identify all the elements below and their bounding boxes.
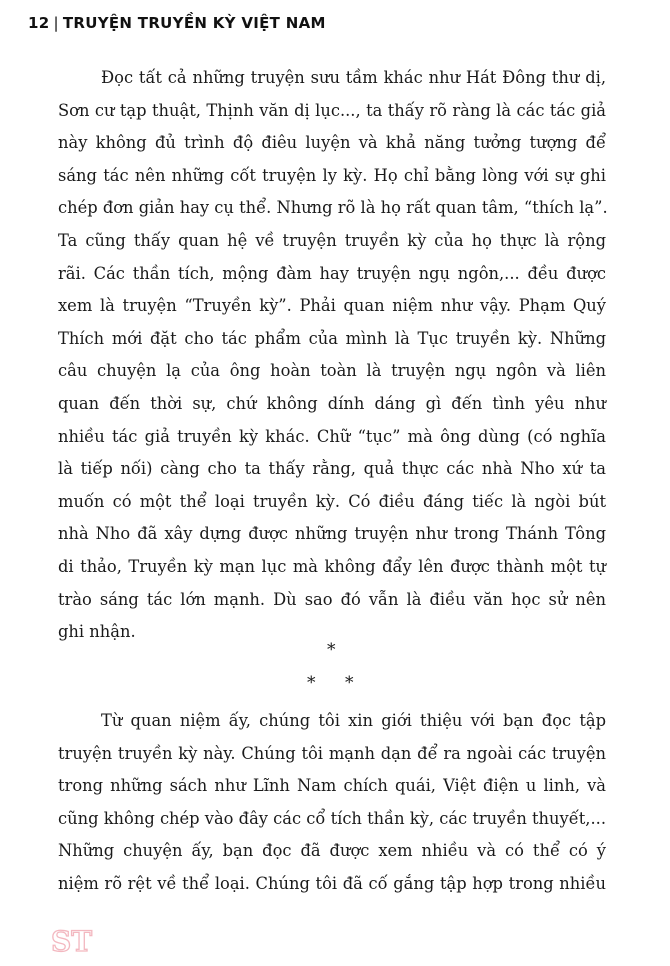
- text-line: niệm rõ rệt về thể loại. Chúng tôi đã cố gắng tập hợp trong nhiều: [58, 873, 606, 893]
- text-line: sáng tác nên những cốt truyện ly kỳ. Họ chỉ bằng lòng với sự ghi: [58, 165, 606, 185]
- text-line: ghi nhận.: [58, 622, 136, 642]
- text-line: Đọc tất cả những truyện sưu tầm khác như Hát Đông thư dị,: [101, 68, 606, 87]
- separator-star-right: *: [345, 673, 354, 693]
- watermark-text: ST: [51, 925, 93, 958]
- text-line: rãi. Các thần tích, mộng đàm hay truyện ngụ ngôn,... đều được: [58, 263, 606, 283]
- running-header: [28, 14, 326, 32]
- text-line: này không đủ trình độ điêu luyện và khả năng tưởng tượng để: [58, 133, 606, 153]
- separator-star-top: *: [327, 640, 336, 660]
- text-line: quan đến thời sự, chứ không dính dáng gì đến tình yêu như: [58, 393, 606, 413]
- text-line: Thích mới đặt cho tác phẩm của mình là Tục truyền kỳ. Những: [58, 328, 606, 348]
- book-title: TRUYỆN TRUYỀN KỲ VIỆT NAM: [62, 14, 326, 32]
- text-line: xem là truyện “Truyền kỳ”. Phải quan niệm như vậy. Phạm Quý: [58, 296, 606, 316]
- text-line: Ta cũng thấy quan hệ về truyện truyền kỳ của họ thực là rộng: [58, 230, 606, 250]
- page-number: 12: [28, 14, 50, 32]
- text-line: di thảo, Truyền kỳ mạn lục mà không đẩy lên được thành một tự: [58, 556, 606, 576]
- separator-star-left: *: [307, 673, 316, 693]
- text-line: muốn có một thể loại truyền kỳ. Có điều đáng tiếc là ngòi bút: [58, 491, 606, 511]
- text-line: chép đơn giản hay cụ thể. Nhưng rõ là họ rất quan tâm, “thích lạ”.: [58, 198, 608, 218]
- text-line: trong những sách như Lĩnh Nam chích quái, Việt điện u linh, và: [58, 776, 606, 796]
- text-line: Sơn cư tạp thuật, Thịnh văn dị lục..., ta thấy rõ ràng là các tác giả: [58, 100, 606, 120]
- text-line: truyện truyền kỳ này. Chúng tôi mạnh dạn để ra ngoài các truyện: [58, 743, 606, 763]
- text-line: là tiếp nối) càng cho ta thấy rằng, quả thực các nhà Nho xứ ta: [58, 459, 606, 479]
- header-separator: |: [53, 14, 59, 32]
- text-line: trào sáng tác lớn mạnh. Dù sao đó vẫn là điều văn học sử nên: [58, 589, 606, 609]
- text-line: Từ quan niệm ấy, chúng tôi xin giới thiệu với bạn đọc tập: [101, 711, 606, 730]
- text-line: câu chuyện lạ của ông hoàn toàn là truyện ngụ ngôn và liên: [58, 361, 606, 381]
- text-line: nhà Nho đã xây dựng được những truyện như trong Thánh Tông: [58, 524, 606, 544]
- text-line: nhiều tác giả truyền kỳ khác. Chữ “tục” mà ông dùng (có nghĩa: [58, 426, 606, 446]
- text-line: cũng không chép vào đây các cổ tích thần kỳ, các truyền thuyết,...: [58, 808, 606, 828]
- text-line: Những chuyện ấy, bạn đọc đã được xem nhiều và có thể có ý: [58, 841, 606, 861]
- paragraph-1: [58, 62, 606, 649]
- watermark-logo-icon: [50, 922, 93, 958]
- paragraph-2: [58, 705, 606, 901]
